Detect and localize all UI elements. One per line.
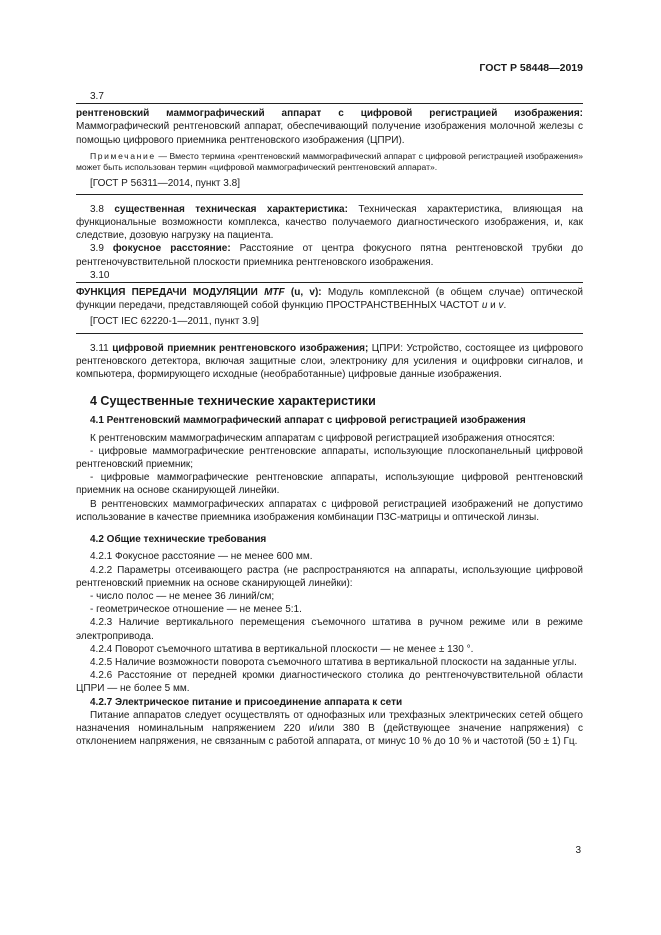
- clause-4-2-7-text: Питание аппаратов следует осуществлять от однофазных или трехфазных электрических сетей общего назначения номинальным напряжением 220 и/или 380 В (действующее значение напряжения) с отклонением напряжения, не связанным с работой аппарата, от минус 10 % до 10 % и частотой (50 ± 1) Гц.: [76, 709, 583, 748]
- term-name: ФУНКЦИЯ ПЕРЕДАЧИ МОДУЛЯЦИИ: [76, 287, 258, 299]
- source-reference: [ГОСТ Р 56311—2014, пункт 3.8]: [90, 177, 240, 189]
- list-item: - геометрическое отношение — не менее 5:1.: [90, 604, 302, 616]
- clause-title: 4.2.7 Электрическое питание и присоединение аппарата к сети: [90, 696, 403, 708]
- clause-4-2-3: 4.2.3 Наличие вертикального перемещения съемочного штатива в ручном режиме или в режиме электропривода.: [76, 617, 583, 642]
- note-text: — Вместо термина «рентгеновский маммографический аппарат с цифровой регистрацией изображения» может быть использован термин «цифровой маммографический рентгеновский аппарат».: [76, 150, 583, 173]
- section-4-title: 4 Существенные технические характеристики: [90, 394, 376, 409]
- period: .: [503, 300, 507, 312]
- term: рентгеновский маммографический аппарат с цифровой регистрацией изображения:: [76, 108, 583, 120]
- clause-number: 3.10: [90, 269, 110, 281]
- page-content: [76, 90, 583, 748]
- term-definition: [76, 107, 583, 147]
- clause-3-11: [76, 342, 583, 382]
- paragraph: К рентгеновским маммографическим аппаратам с цифровой регистрацией изображения относятся:: [90, 432, 555, 444]
- clause-number: 3.9: [90, 243, 104, 255]
- subsection-4-2-title: 4.2 Общие технические требования: [90, 534, 267, 546]
- term: цифровой приемник рентгеновского изображения;: [112, 342, 369, 354]
- clause-number: 3.11: [90, 342, 109, 354]
- clause-number: 3.7: [90, 91, 104, 102]
- document-id-header: ГОСТ Р 58448—2019: [479, 62, 583, 74]
- subsection-4-1-title: 4.1 Рентгеновский маммографический аппарат с цифровой регистрацией изображения: [90, 415, 526, 427]
- clause-number: 3.8: [90, 203, 104, 215]
- term-box-3-10: [76, 282, 583, 334]
- term-definition: [76, 286, 583, 312]
- term: существенная техническая характеристика:: [114, 203, 348, 215]
- note-label: Примечание: [90, 150, 156, 161]
- var-v: v: [498, 300, 504, 312]
- term-abbrev: MTF: [264, 287, 285, 299]
- definition-text: Маммографический рентгеновский аппарат, обеспечивающий получение изображения молочной железы с помощью цифрового приемника рентгеновского изображения (ЦПРИ).: [76, 121, 583, 146]
- clause-4-2-4: 4.2.4 Поворот съемочного штатива в вертикальной плоскости — не менее ± 130 °.: [90, 643, 474, 655]
- clause-4-2-5: 4.2.5 Наличие возможности поворота съемочного штатива в вертикальной плоскости на заданные углы.: [90, 656, 577, 668]
- list-item: - число полос — не менее 36 линий/см;: [90, 590, 275, 602]
- list-item: - цифровые маммографические рентгеновские аппараты, использующие плоскопанельный цифровой рентгеновский приемник;: [76, 445, 583, 471]
- clause-3-8: [76, 203, 583, 243]
- definition-text: Расстояние от центра фокусного пятна рентгеновской трубки до рентгеночувствительной плоскости приемника рентгеновского изображения.: [76, 243, 584, 268]
- conjunction: и: [487, 300, 499, 312]
- note: [76, 151, 583, 174]
- page-number: 3: [575, 845, 581, 856]
- list-item: - цифровые маммографические рентгеновские аппараты, использующие цифровой рентгеновский приемник на основе сканирующей линейки.: [76, 472, 583, 497]
- term-box-3-7: [76, 103, 583, 195]
- definition-text: Модуль комплексной (в общем случае) оптической функции передачи, представляющей собой функцию ПРОСТРАНСТВЕННЫХ ЧАСТОТ: [76, 287, 584, 312]
- paragraph: В рентгеновских маммографических аппаратах с цифровой регистрацией изображений не допустимо использование в качестве приемника изображения комбинации ПЗС-матрицы и оптической линзы.: [76, 498, 583, 523]
- clause-4-2-1: 4.2.1 Фокусное расстояние — не менее 600 мм.: [90, 551, 313, 563]
- clause-4-2-7-title: [76, 696, 583, 709]
- term: [76, 287, 322, 298]
- var-u: u: [481, 300, 488, 312]
- definition-text: Техническая характеристика, влияющая на функциональные возможности комплекса, качество получаемого диагностического изображения, и, как следствие, дозовую нагрузку на пациента.: [76, 203, 583, 242]
- term: фокусное расстояние:: [112, 243, 231, 255]
- source-reference: [ГОСТ IEC 62220-1—2011, пункт 3.9]: [90, 316, 259, 328]
- term-args: (u, v):: [290, 287, 322, 299]
- clause-3-9: [76, 242, 583, 268]
- clause-4-2-6: 4.2.6 Расстояние от передней кромки диагностического столика до рентгеночувствительной области ЦПРИ — не более 5 мм.: [76, 670, 583, 695]
- clause-4-2-2: 4.2.2 Параметры отсеивающего растра (не распространяются на аппараты, использующие цифровой рентгеновский приемник на основе сканирующей линейки):: [76, 564, 583, 589]
- definition-text: ЦПРИ: Устройство, состоящее из цифрового рентгеновского детектора, включая защитные слои, электронику для усиления и оцифровки сигналов, и компьютера, формирующего исходные (необработанные) цифровые данные изображения.: [76, 342, 584, 381]
